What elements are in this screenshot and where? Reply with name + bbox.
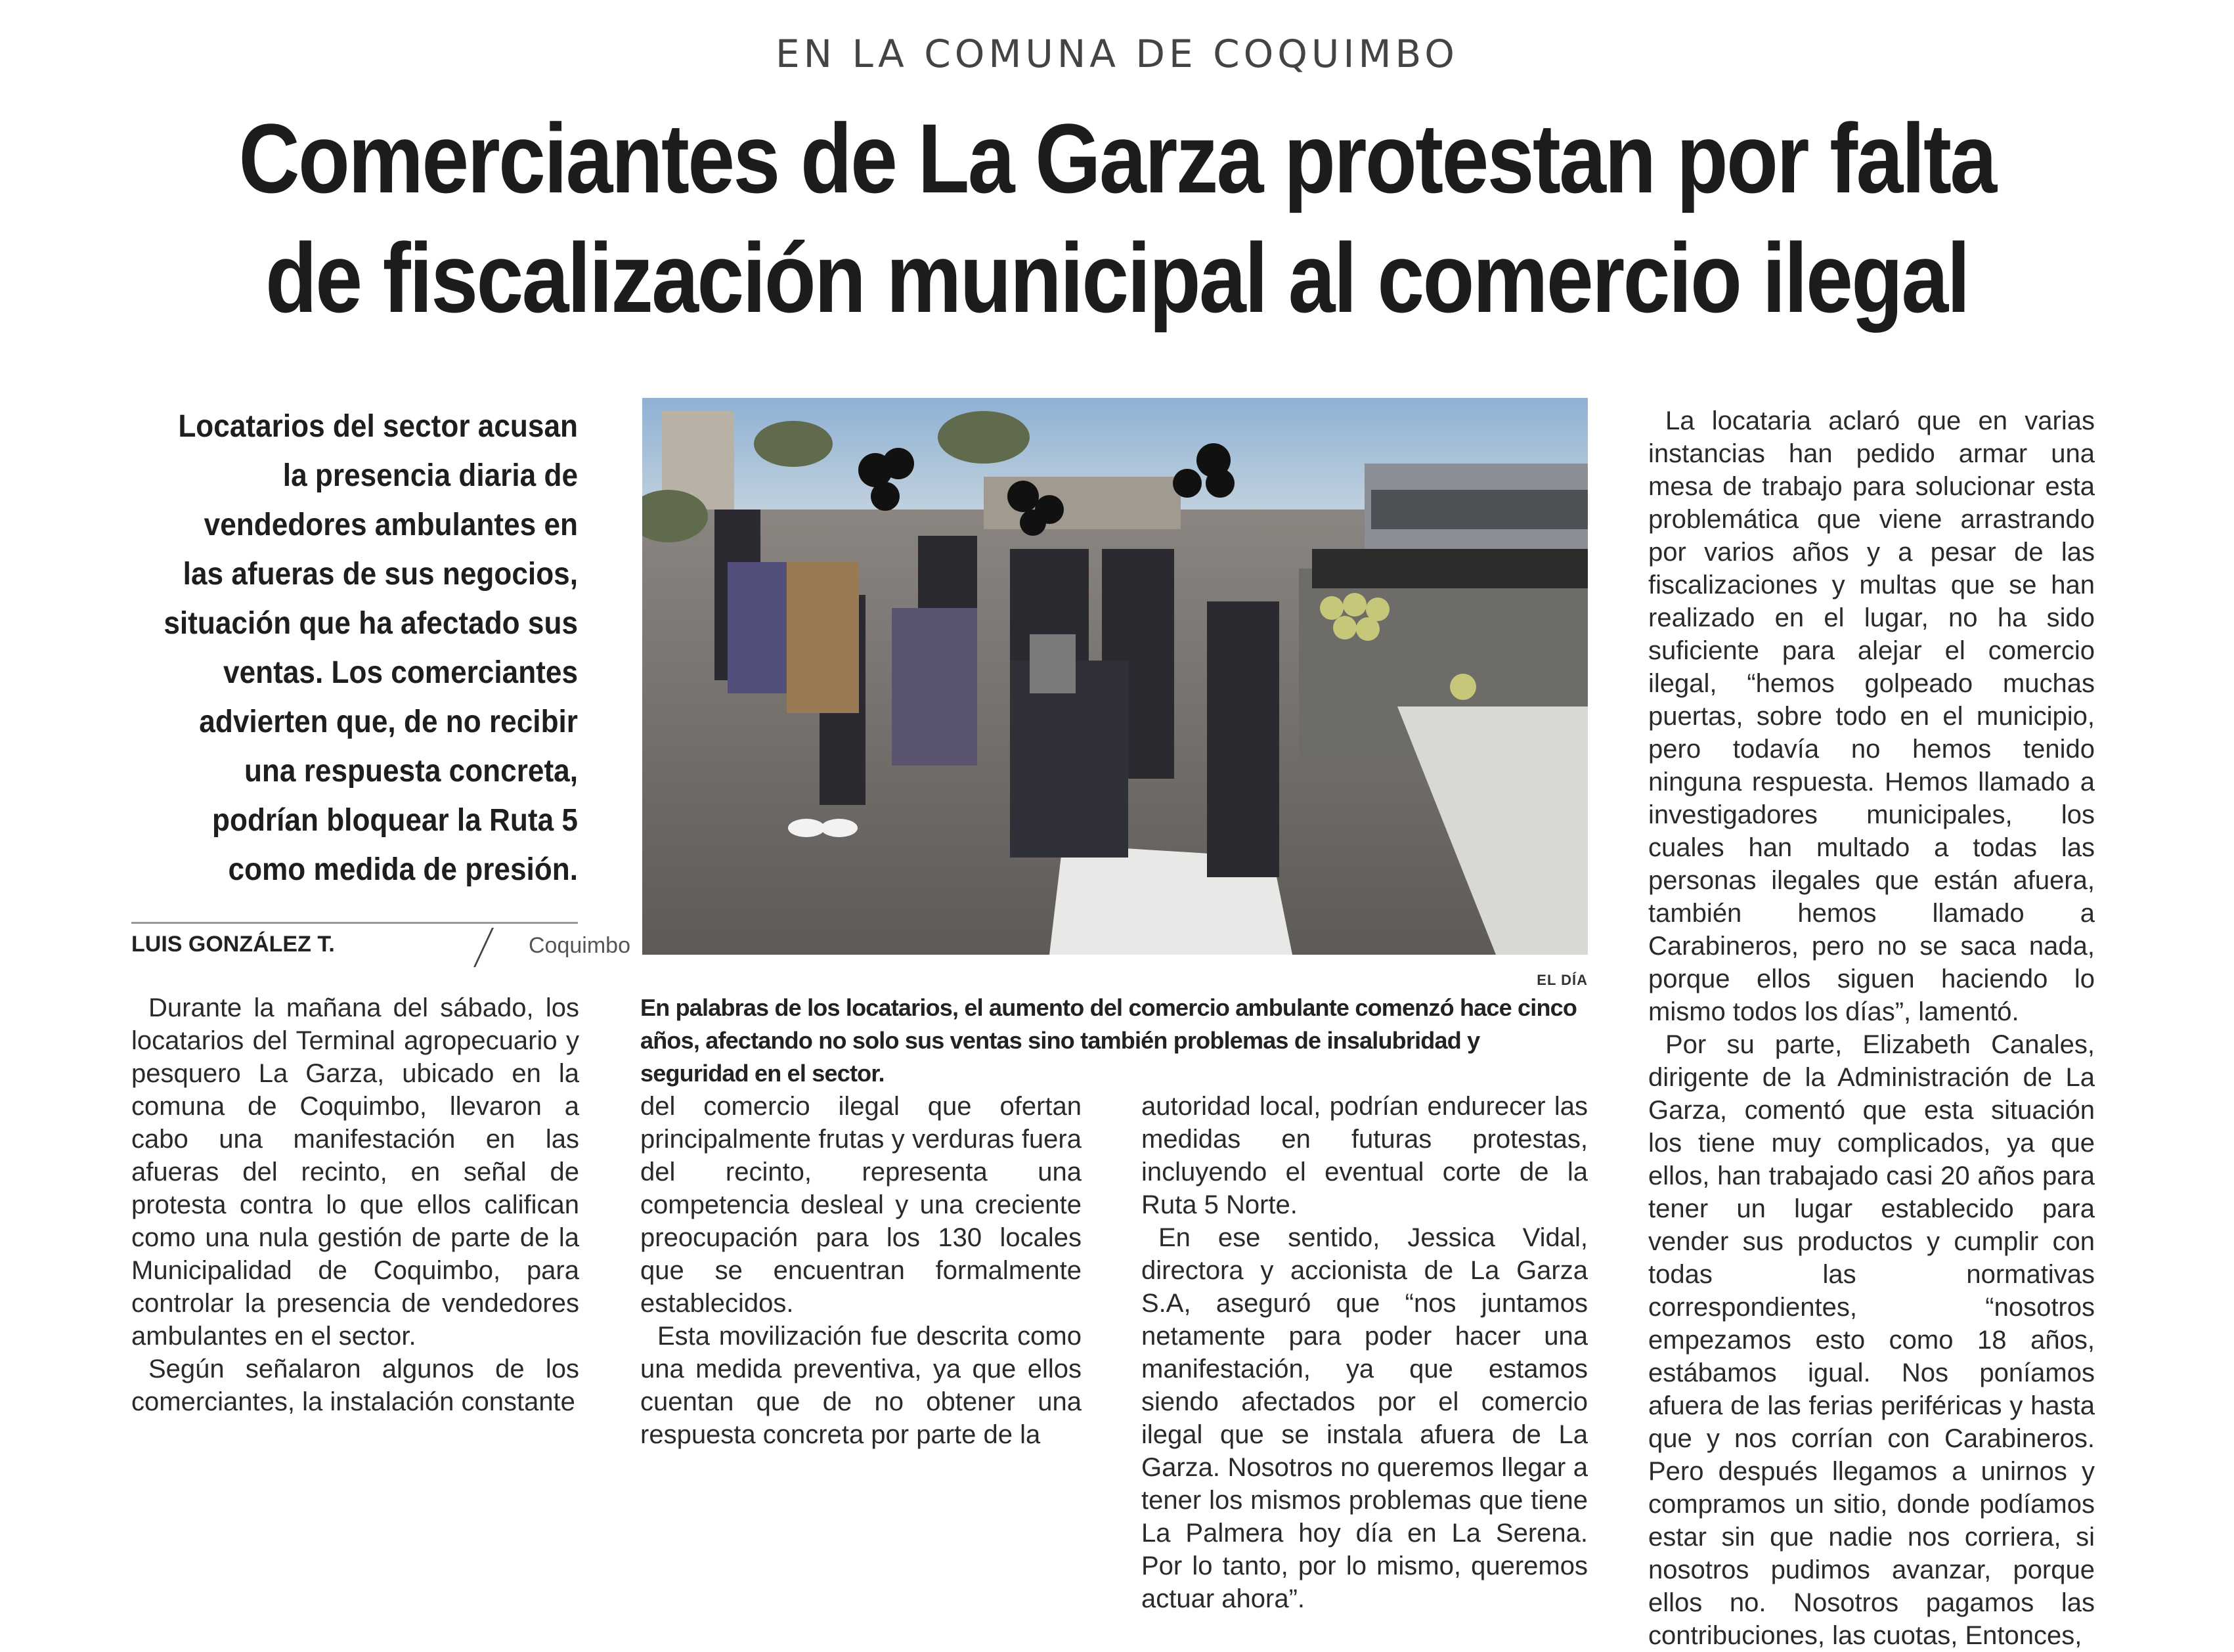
byline-location: Coquimbo <box>529 933 630 958</box>
section-kicker: EN LA COMUNA DE COQUIMBO <box>776 32 1458 76</box>
protest-photo <box>642 398 1588 955</box>
body-paragraph: Según señalaron algunos de los comerciantes, la instalación constante <box>131 1355 579 1416</box>
body-column-1 <box>131 991 579 1418</box>
body-paragraph: del comercio ilegal que ofertan principalmente frutas y verduras fuera del recinto, representa una competencia desleal y una creciente preocupación para los 130 locales que se encuentran formalmente establecidos. <box>640 1092 1082 1318</box>
author-name: LUIS GONZÁLEZ T. <box>131 932 335 957</box>
body-column-3 <box>1141 1090 1588 1615</box>
headline <box>236 98 1999 337</box>
body-paragraph: La locataria aclaró que en varias instancias han pedido armar una mesa de trabajo para solucionar esta problemática que viene arrastrando por varios años y a pesar de las fiscalizaciones y multas que se han realizado en el lugar, no ha sido suficiente para alejar el comercio ilegal, “hemos golpeado muchas puertas, sobre todo en el municipio, pero todavía no hemos tenido ninguna respuesta. Hemos llamado a investigadores municipales, los cuales han multado a todas las personas ilegales que están afuera, también hemos llamado a Carabineros, pero no se saca nada, porque ellos siguen haciendo lo mismo todos los días”, lamentó. <box>1648 406 2095 1026</box>
body-paragraph: Por su parte, Elizabeth Canales, dirigente de la Administración de La Garza, comentó que esta situación los tiene muy complicados, ya que ellos, han trabajado casi 20 años para tener un lugar establecido para vender sus productos y cumplir con todas las normativas correspondientes, “nosotros empezamos esto como 18 años, estábamos igual. Nos poníamos afuera de las ferias periféricas y hasta que y nos corrían con Carabineros. Pero después llegamos a unirnos y compramos un sitio, donde podíamos estar sin que nadie nos corriera, si nosotros pudimos avanzar, porque ellos no. Nosotros pagamos las contribuciones, las cuotas, Entonces, <box>1648 1030 2095 1650</box>
body-paragraph: autoridad local, podrían endurecer las medidas en futuras protestas, incluyendo el eventual corte de la Ruta 5 Norte. <box>1141 1092 1588 1219</box>
headline-line-2: de fiscalización municipal al comercio ilegal <box>265 223 1969 333</box>
body-paragraph: Esta movilización fue descrita como una medida preventiva, ya que ellos cuentan que de no obtener una respuesta concreta por parte de la <box>640 1322 1082 1449</box>
body-paragraph: En ese sentido, Jessica Vidal, directora y accionista de La Garza S.A, aseguró que “nos juntamos netamente para poder hacer una manifestación, ya que estamos siendo afectados por el comercio ilegal que se instala afuera de La Garza. Nosotros no queremos llegar a tener los mismos problemas que tiene La Palmera hoy día en La Serena. Por lo tanto, por lo mismo, queremos actuar ahora”. <box>1141 1223 1588 1613</box>
body-column-4 <box>1648 404 2095 1652</box>
lead-paragraph: Locatarios del sector acusan la presencia diaria de vendedores ambulantes en las afueras de sus negocios, situación que ha afectado sus ventas. Los comerciantes advierten que, de no recibir una respuesta concreta, podrían bloquear la Ruta 5 como medida de presión. <box>164 409 579 887</box>
headline-line-1: Comerciantes de La Garza protestan por falta <box>238 103 1996 213</box>
body-column-2 <box>640 1090 1082 1451</box>
photo-credit: EL DÍA <box>1537 972 1588 988</box>
byline-divider <box>473 928 494 967</box>
photo-caption: En palabras de los locatarios, el aumento del comercio ambulante comenzó hace cinco años, afectando no solo sus ventas sino también problemas de insalubridad y seguridad en el sector. <box>640 994 1577 1087</box>
byline <box>131 922 630 966</box>
body-paragraph: Durante la mañana del sábado, los locatarios del Terminal agropecuario y pesquero La Garza, ubicado en la comuna de Coquimbo, llevaron a cabo una manifestación en las afueras del recinto, en señal de protesta contra lo que ellos califican como una nula gestión de parte de la Municipalidad de Coquimbo, para controlar la presencia de vendedores ambulantes en el sector. <box>131 993 579 1351</box>
